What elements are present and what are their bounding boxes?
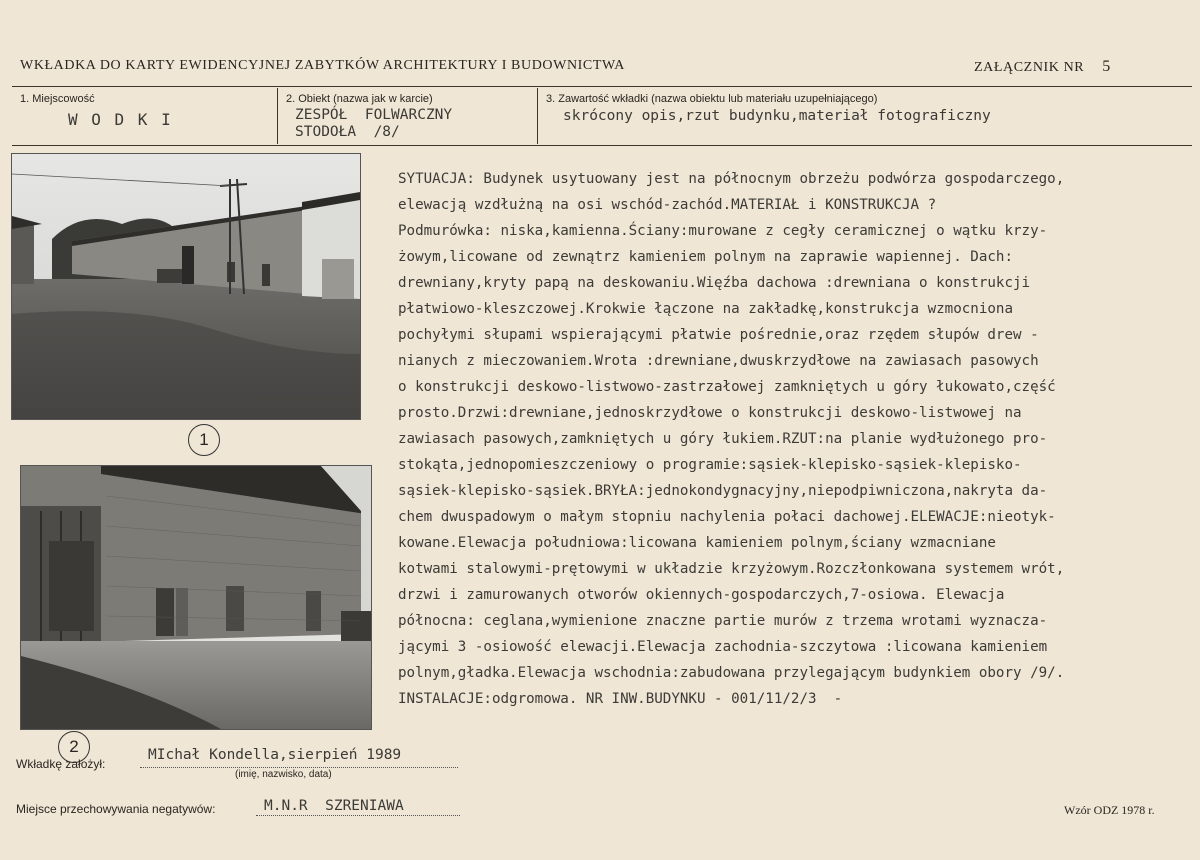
author-dotline	[140, 767, 458, 768]
description-line: północna: ceglana,wymienione znaczne partie murów z trzema wrotami wyznacza-	[398, 613, 1048, 629]
description-line: o konstrukcji deskowo-listwowo-zastrzałowej zamkniętych u góry łukowato,część	[398, 379, 1056, 395]
photo-1-number: 1	[188, 424, 220, 456]
description-line: kotwami stalowymi-prętowymi w układzie krzyżowym.Rozczłonkowana systemem wrót,	[398, 561, 1065, 577]
annex-label	[974, 58, 1111, 76]
photo-2	[20, 465, 372, 730]
contents-value: skrócony opis,rzut budynku,materiał fotograficzny	[563, 108, 991, 124]
author-label: Wkładkę założył:	[16, 757, 106, 771]
contents-label: 3. Zawartość wkładki (nazwa obiektu lub materiału uzupełniającego)	[546, 93, 878, 105]
photo-1	[11, 153, 361, 420]
object-value-line1: ZESPÓŁ FOLWARCZNY	[295, 107, 453, 123]
photo-2-image	[21, 466, 371, 729]
author-hint: (imię, nazwisko, data)	[235, 769, 332, 780]
photo-2-number: 2	[58, 731, 90, 763]
author-value: MIchał Kondella,sierpień 1989	[148, 747, 402, 763]
description-line: prosto.Drzwi:drewniane,jednoskrzydłowe o konstrukcji deskowo-listwowej na	[398, 405, 1022, 421]
object-value-line2: STODOŁA /8/	[295, 124, 400, 140]
description-line: płatwiowo-kleszczowej.Krokwie łączone na zakładkę,konstrukcja wzmocniona	[398, 301, 1013, 317]
description-line: SYTUACJA: Budynek usytuowany jest na północnym obrzeżu podwórza gospodarczego,	[398, 171, 1065, 187]
negatives-label: Miejsce przechowywania negatywów:	[16, 802, 216, 816]
card-title: WKŁADKA DO KARTY EWIDENCYJNEJ ZABYTKÓW ARCHITEKTURY I BUDOWNICTWA	[20, 58, 625, 73]
header-rule-bottom	[12, 145, 1192, 146]
description-line: drzwi i zamurowanych otworów okiennych-gospodarczych,7-osiowa. Elewacja	[398, 587, 1005, 603]
description-line: kowane.Elewacja południowa:licowana kamieniem polnym,ściany wzmacniane	[398, 535, 996, 551]
description-line: polnym,gładka.Elewacja wschodnia:zabudowana przylegającym budynkiem obory /9/.	[398, 665, 1065, 681]
annex-label-text: ZAŁĄCZNIK NR	[974, 60, 1085, 75]
field-divider-1	[277, 88, 278, 144]
description-line: pochyłymi słupami wspierającymi płatwie pośrednie,oraz rzędem słupów drew -	[398, 327, 1039, 343]
description-text	[398, 166, 1198, 712]
locality-label: 1. Miejscowość	[20, 93, 95, 105]
form-label: Wzór ODZ 1978 r.	[1064, 803, 1155, 817]
locality-value: W O D K I	[68, 110, 173, 129]
description-line: zawiasach pasowych,zamkniętych u góry łukiem.RZUT:na planie wydłużonego pro-	[398, 431, 1048, 447]
description-line: elewacją wzdłużną na osi wschód-zachód.MATERIAŁ i KONSTRUKCJA ?	[398, 197, 937, 213]
description-line: żowym,licowane od zewnątrz kamieniem polnym na zaprawie wapiennej. Dach:	[398, 249, 1013, 265]
annex-number: 5	[1102, 58, 1111, 75]
description-line: nianych z mieczowaniem.Wrota :drewniane,dwuskrzydłowe na zawiasach pasowych	[398, 353, 1039, 369]
description-line: jącymi 3 -osiowość elewacji.Elewacja zachodnia-szczytowa :licowana kamieniem	[398, 639, 1048, 655]
description-line: stokąta,jednopomieszczeniowy o programie:sąsiek-klepisko-sąsiek-klepisko-	[398, 457, 1022, 473]
photo-1-image	[12, 154, 360, 419]
field-divider-2	[537, 88, 538, 144]
negatives-value: M.N.R SZRENIAWA	[264, 798, 404, 814]
description-line: Podmurówka: niska,kamienna.Ściany:murowane z cegły ceramicznej o wątku krzy-	[398, 223, 1048, 239]
header-rule-top	[12, 86, 1192, 87]
description-line: drewniany,kryty papą na deskowaniu.Więźba dachowa :drewniana o konstrukcji	[398, 275, 1031, 291]
negatives-dotline	[256, 815, 460, 816]
description-line: chem dwuspadowym o małym stopniu nachylenia połaci dachowej.ELEWACJE:nieotyk-	[398, 509, 1056, 525]
description-line: INSTALACJE:odgromowa. NR INW.BUDYNKU - 001/11/2/3 -	[398, 691, 843, 707]
description-line: sąsiek-klepisko-sąsiek.BRYŁA:jednokondygnacyjny,niepodpiwniczona,nakryta da-	[398, 483, 1048, 499]
object-label: 2. Obiekt (nazwa jak w karcie)	[286, 93, 433, 105]
